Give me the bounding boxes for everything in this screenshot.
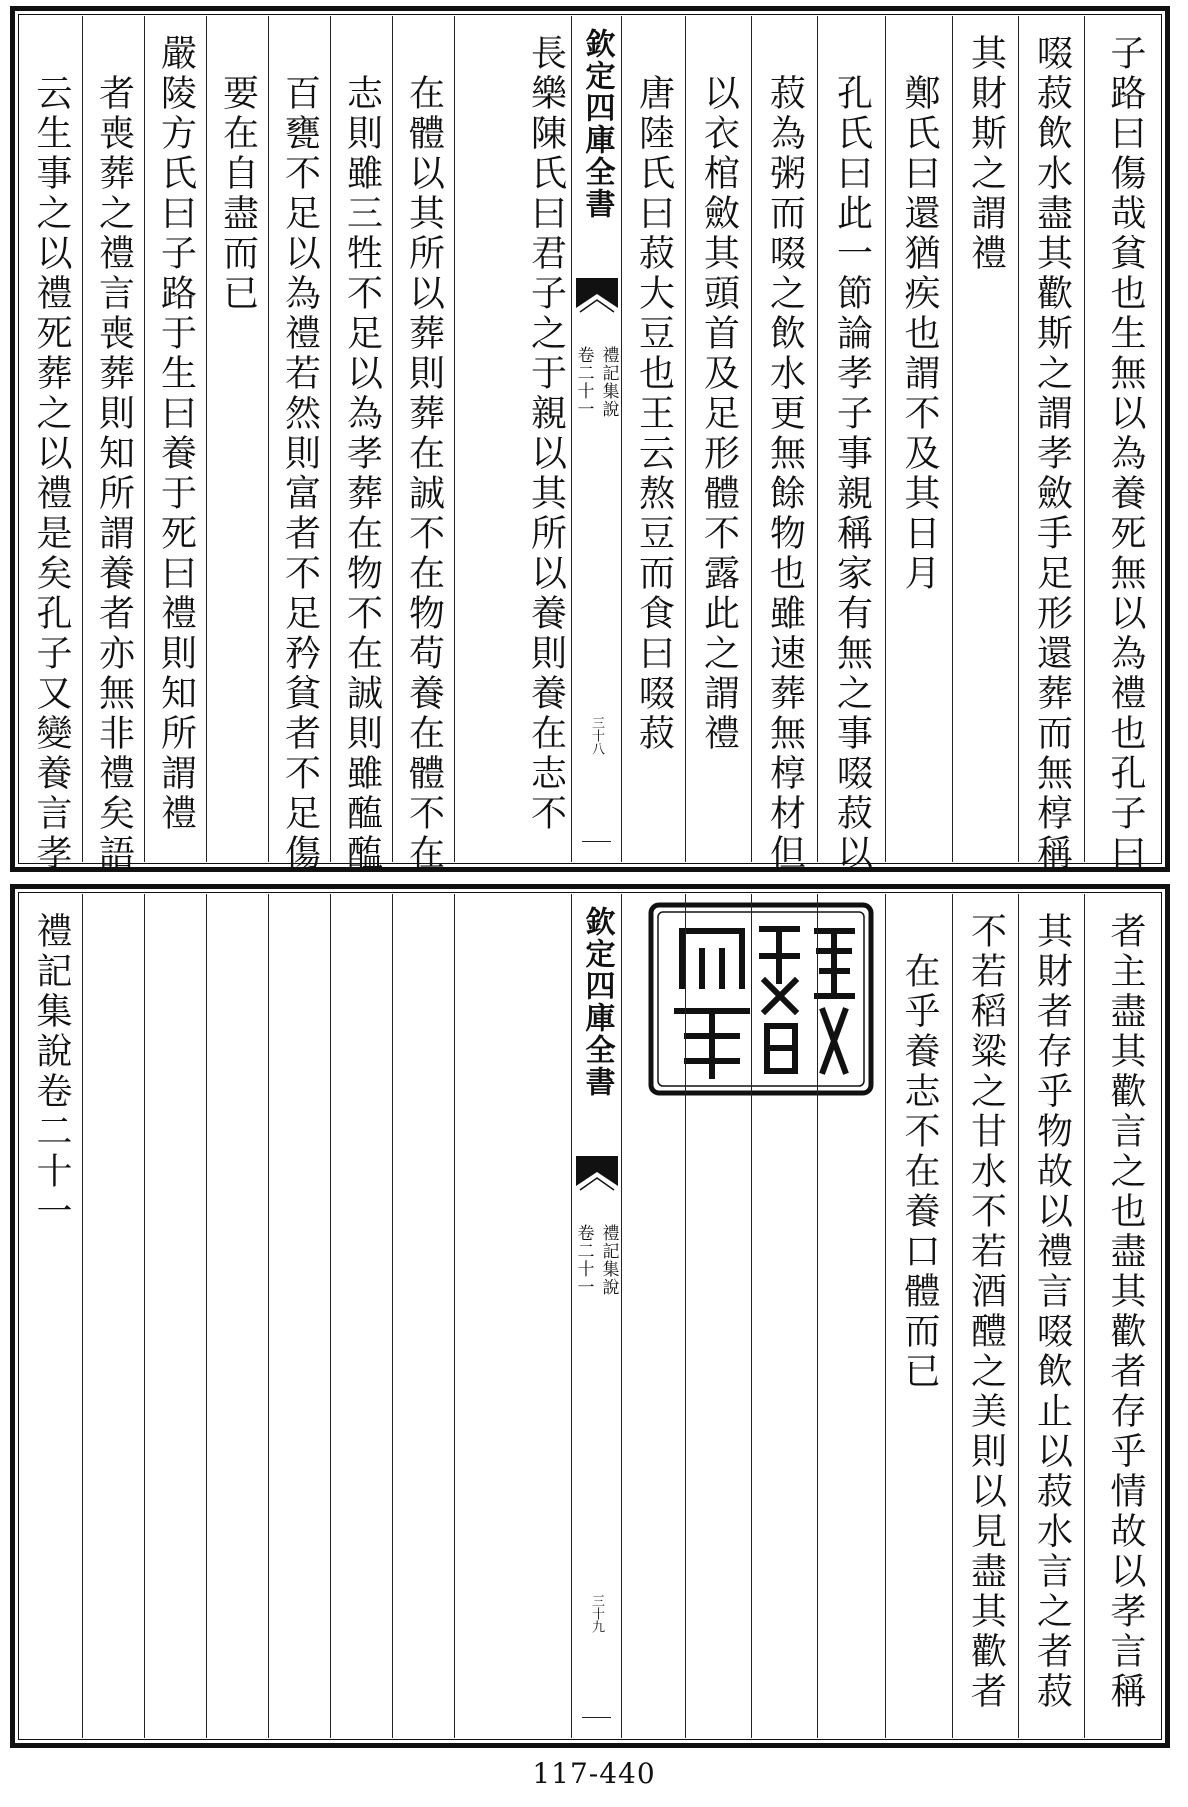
empty-column xyxy=(392,894,454,1738)
text-column xyxy=(20,16,82,874)
empty-column xyxy=(817,894,885,1738)
text-column xyxy=(885,16,952,862)
text-column xyxy=(685,16,751,862)
book-series-title: 欽定四庫全書 xyxy=(579,28,615,220)
text-line: 志則雖三牲不足以為孝葬在物不在誠則雖醢醢 xyxy=(341,74,383,874)
text-column xyxy=(454,16,571,862)
empty-column xyxy=(685,894,751,1738)
volume-label: 卷二十一 xyxy=(573,1224,594,1296)
page-number: 三十九 xyxy=(589,1594,604,1633)
text-column xyxy=(82,16,144,874)
text-line: 孔氏曰此一節論孝子事親稱家有無之事啜菽以 xyxy=(831,74,873,874)
book-name: 禮記集說 xyxy=(598,346,619,418)
divider xyxy=(582,1717,611,1718)
book-series-title: 欽定四庫全書 xyxy=(579,906,615,1098)
book-title-label xyxy=(572,346,622,418)
book-name: 禮記集說 xyxy=(598,1224,619,1296)
divider xyxy=(582,841,611,842)
bottom-page xyxy=(10,884,1170,1748)
text-line: 云生事之以禮死葬之以禮是矣孔子又變養言孝 xyxy=(31,74,72,874)
text-column xyxy=(885,894,952,1738)
text-line: 在體以其所以葬則葬在誠不在物苟養在體不在 xyxy=(403,74,445,874)
empty-column xyxy=(751,894,817,1738)
text-column xyxy=(268,16,330,874)
text-column xyxy=(20,894,82,1738)
empty-column xyxy=(206,894,268,1738)
book-title-label xyxy=(572,1224,622,1296)
text-line: 鄭氏曰還猶疾也謂不及其日月 xyxy=(899,74,940,594)
text-line: 以衣棺斂其頭首及足形體不露此之謂禮 xyxy=(698,74,740,754)
page-number: 三十八 xyxy=(589,716,604,755)
text-line: 菽為粥而啜之飲水更無餘物也雖速葬無椁材但 xyxy=(764,74,806,874)
text-column xyxy=(952,16,1018,862)
fish-tail-mark-icon xyxy=(576,1156,618,1202)
text-line: 子路曰傷哉貧也生無以為養死無以為禮也孔子曰 xyxy=(1105,34,1146,874)
text-line: 不若稻粱之甘水不若酒醴之美則以見盡其歡者 xyxy=(965,912,1007,1712)
text-line: 百甕不足以為禮若然則富者不足矜貧者不足傷 xyxy=(279,74,321,874)
empty-column xyxy=(454,894,571,1738)
folio-number: 117-440 xyxy=(532,1757,656,1790)
text-line: 者主盡其歡言之也盡其歡者存乎情故以孝言稱 xyxy=(1105,912,1146,1712)
text-line: 者喪葬之禮言喪葬則知所謂養者亦無非禮矣語 xyxy=(93,74,135,874)
text-line: 唐陸氏曰菽大豆也王云熬豆而食曰啜菽 xyxy=(633,74,675,754)
text-line: 啜菽飲水盡其歡斯之謂孝斂手足形還葬而無椁稱 xyxy=(1031,34,1073,874)
volume-label: 卷二十一 xyxy=(573,346,594,418)
text-line: 長樂陳氏曰君子之于親以其所以養則養在志不 xyxy=(525,34,567,834)
text-column xyxy=(330,16,392,874)
text-column xyxy=(1084,894,1165,1738)
text-line: 其財斯之謂禮 xyxy=(965,34,1007,274)
center-column xyxy=(571,16,621,862)
text-line: 要在自盡而已 xyxy=(217,74,259,314)
empty-column xyxy=(144,894,206,1738)
text-column xyxy=(751,16,817,874)
text-column xyxy=(952,894,1018,1738)
empty-column xyxy=(82,894,144,1738)
text-column xyxy=(144,16,206,862)
text-column xyxy=(206,16,268,862)
text-column xyxy=(621,16,685,862)
text-column xyxy=(817,16,885,874)
text-line: 在乎養志不在養口體而已 xyxy=(899,952,940,1392)
top-page xyxy=(10,6,1170,872)
text-column xyxy=(1018,16,1084,874)
text-column xyxy=(1084,16,1165,874)
text-line: 其財者存乎物故以禮言啜飲止以菽水言之者菽 xyxy=(1031,912,1073,1712)
empty-column xyxy=(621,894,685,1738)
fish-tail-mark-icon xyxy=(576,278,618,324)
text-column xyxy=(1018,894,1084,1738)
center-column xyxy=(571,894,621,1738)
text-column xyxy=(392,16,454,874)
empty-column xyxy=(330,894,392,1738)
volume-end-title: 禮記集說卷二十一 xyxy=(31,912,72,1232)
empty-column xyxy=(268,894,330,1738)
text-line: 嚴陵方氏曰子路于生曰養于死曰禮則知所謂禮 xyxy=(155,34,197,834)
